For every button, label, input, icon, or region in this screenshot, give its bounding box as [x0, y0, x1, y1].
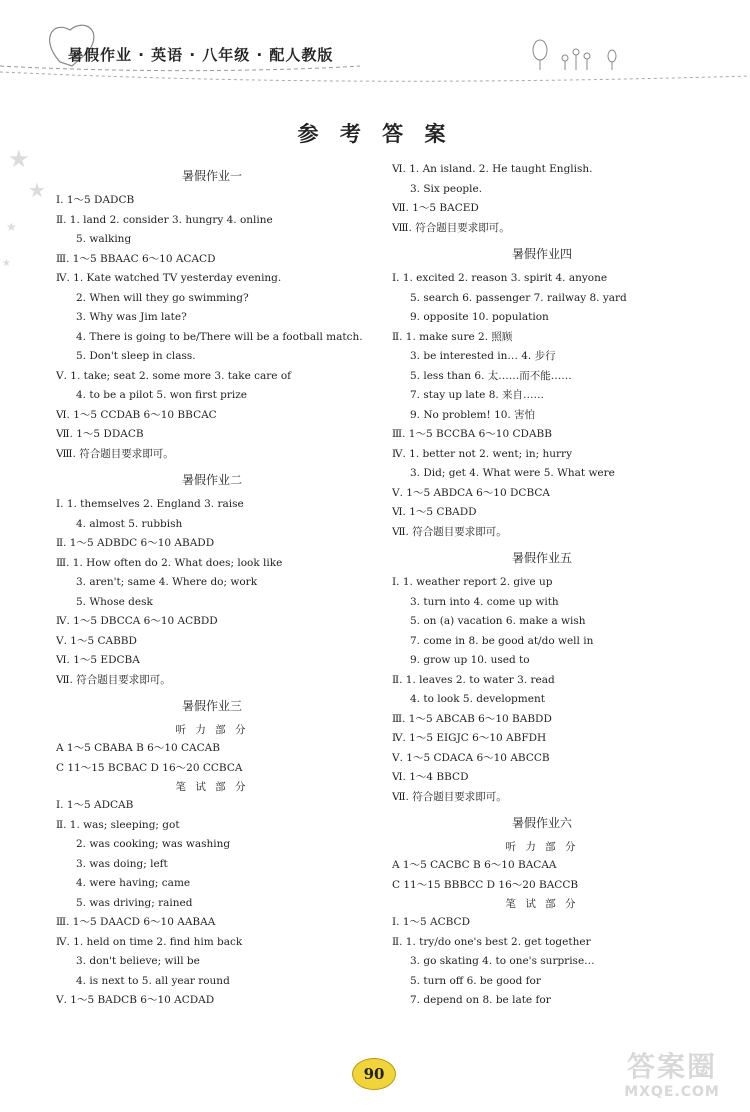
answer-line: Ⅲ. 1～5 BCCBA 6～10 CDABB: [392, 428, 552, 440]
answer-line: 5. was driving; rained: [76, 896, 193, 909]
page-number: 90: [352, 1058, 396, 1090]
answer-line: 5. Don't sleep in class.: [76, 350, 196, 362]
header-title: 暑假作业 · 英语 · 八年级 · 配人教版: [68, 46, 334, 64]
section-title: 暑假作业四: [511, 247, 572, 261]
answer-line: A 1～5 CBABA B 6～10 CACAB: [56, 742, 220, 754]
answer-line: Ⅲ. 1. How often do 2. What does; look like: [56, 556, 283, 569]
answer-line: 5. turn off 6. be good for: [410, 974, 541, 987]
answer-line: Ⅵ. 1～5 EDCBA: [56, 654, 140, 666]
answer-line: Ⅴ. 1. take; seat 2. some more 3. take care of: [56, 369, 292, 382]
answer-line: 4. almost 5. rubbish: [76, 517, 183, 530]
answer-line: 4. There is going to be/There will be a football match.: [76, 330, 363, 343]
answer-line: 3. Why was Jim late?: [76, 311, 187, 323]
answer-line: Ⅶ. 符合题目要求即可。: [392, 525, 507, 538]
section-title: 暑假作业二: [181, 473, 242, 487]
answer-line: 7. come in 8. be good at/do well in: [410, 634, 594, 647]
answer-line: Ⅰ. 1. themselves 2. England 3. raise: [56, 498, 244, 510]
answer-line: 3. don't believe; will be: [76, 955, 200, 967]
star-icon: ★: [28, 178, 46, 202]
answer-line: 3. go skating 4. to one's surprise…: [410, 955, 595, 967]
answer-line: Ⅴ. 1～5 ABDCA 6～10 DCBCA: [392, 486, 550, 499]
answer-line: Ⅴ. 1～5 CABBD: [56, 634, 137, 647]
answer-line: 4. is next to 5. all year round: [76, 974, 230, 987]
answer-line: Ⅲ. 1～5 ABCAB 6～10 BABDD: [392, 712, 552, 725]
answer-line: Ⅰ. 1～5 ADCAB: [56, 799, 134, 811]
answer-line: 7. depend on 8. be late for: [410, 994, 551, 1006]
answer-line: Ⅶ. 符合题目要求即可。: [392, 790, 507, 803]
watermark-url: MXQE.COM: [624, 1084, 720, 1100]
answer-line: Ⅲ. 1～5 DAACD 6～10 AABAA: [56, 916, 216, 928]
answer-line: Ⅶ. 符合题目要求即可。: [56, 673, 171, 686]
page-title: 参 考 答 案: [297, 122, 453, 146]
answer-line: Ⅱ. 1. leaves 2. to water 3. read: [392, 673, 555, 686]
answer-line: 3. turn into 4. come up with: [410, 595, 559, 608]
answer-line: Ⅰ. 1～5 ACBCD: [392, 916, 471, 928]
answer-line: 3. aren't; same 4. Where do; work: [76, 576, 258, 588]
answer-line: 3. be interested in… 4. 步行: [410, 350, 556, 362]
answer-line: Ⅶ. 1～5 BACED: [392, 202, 479, 214]
section-title: 暑假作业六: [511, 816, 572, 830]
answer-line: 5. search 6. passenger 7. railway 8. yard: [410, 291, 627, 304]
answer-line: Ⅱ. 1. was; sleeping; got: [56, 818, 180, 831]
answer-line: 5. less than 6. 太……而不能……: [410, 369, 572, 382]
answer-line: 3. was doing; left: [76, 857, 168, 870]
right-answer-column: [392, 160, 692, 1011]
answer-line: Ⅳ. 1. held on time 2. find him back: [56, 935, 243, 948]
answer-line: Ⅳ. 1～5 EIGJC 6～10 ABFDH: [392, 732, 547, 744]
answer-line: Ⅰ. 1. weather report 2. give up: [392, 576, 553, 588]
answer-line: 4. were having; came: [76, 877, 191, 889]
answer-line: Ⅵ. 1～4 BBCD: [392, 771, 469, 783]
answer-line: Ⅴ. 1～5 CDACA 6～10 ABCCB: [392, 751, 550, 764]
subsection-title: 听 力 部 分: [505, 841, 579, 853]
subsection-title: 听 力 部 分: [175, 724, 249, 736]
answer-line: 4. to be a pilot 5. won first prize: [76, 389, 247, 401]
star-icon: ★: [8, 145, 30, 173]
star-icon: ★: [6, 220, 17, 234]
section-title: 暑假作业三: [181, 699, 242, 713]
answer-line: Ⅰ. 1. excited 2. reason 3. spirit 4. anyone: [392, 272, 608, 284]
watermark-logo: 答案圈: [626, 1050, 717, 1083]
answer-line: 5. on (a) vacation 6. make a wish: [410, 615, 586, 627]
answer-line: Ⅵ. 1～5 CCDAB 6～10 BBCAC: [56, 408, 217, 421]
answer-line: Ⅵ. 1～5 CBADD: [392, 506, 477, 518]
answer-line: Ⅱ. 1～5 ADBDC 6～10 ABADD: [56, 537, 215, 549]
section-title: 暑假作业一: [181, 169, 242, 183]
answer-line: Ⅷ. 符合题目要求即可。: [392, 221, 510, 234]
answer-line: 4. to look 5. development: [410, 693, 545, 705]
answer-line: 5. walking: [76, 233, 132, 245]
section-title: 暑假作业五: [511, 551, 572, 565]
answer-line: 9. opposite 10. population: [410, 311, 549, 323]
answer-line: Ⅷ. 符合题目要求即可。: [56, 447, 174, 460]
page-header: [0, 0, 750, 90]
star-icon: ★: [2, 258, 11, 269]
answer-line: 9. grow up 10. used to: [410, 654, 530, 666]
answer-line: 2. When will they go swimming?: [76, 291, 249, 304]
subsection-title: 笔 试 部 分: [505, 898, 579, 910]
answer-line: Ⅱ. 1. try/do one's best 2. get together: [392, 935, 591, 948]
answer-line: Ⅶ. 1～5 DDACB: [56, 428, 144, 440]
answer-line: C 11～15 BCBAC D 16～20 CCBCA: [56, 761, 243, 774]
answer-line: 9. No problem! 10. 害怕: [410, 408, 536, 421]
answer-line: 3. Six people.: [410, 182, 483, 195]
answer-line: Ⅰ. 1～5 DADCB: [56, 194, 135, 206]
answer-line: 3. Did; get 4. What were 5. What were: [410, 467, 615, 479]
answer-line: Ⅳ. 1. Kate watched TV yesterday evening.: [56, 272, 282, 284]
answer-line: Ⅴ. 1～5 BADCB 6～10 ACDAD: [56, 994, 215, 1006]
answer-line: C 11～15 BBBCC D 16～20 BACCB: [392, 878, 579, 891]
answer-line: Ⅱ. 1. land 2. consider 3. hungry 4. online: [56, 213, 273, 226]
answer-line: Ⅱ. 1. make sure 2. 照顾: [392, 330, 513, 343]
watermark: [602, 1050, 742, 1106]
answer-line: Ⅵ. 1. An island. 2. He taught English.: [392, 163, 593, 175]
answer-line: A 1～5 CACBC B 6～10 BACAA: [392, 859, 557, 871]
answer-line: Ⅳ. 1～5 DBCCA 6～10 ACBDD: [56, 615, 218, 627]
answer-line: 7. stay up late 8. 来自……: [410, 389, 545, 401]
answer-line: Ⅲ. 1～5 BBAAC 6～10 ACACD: [56, 252, 216, 265]
answer-line: 5. Whose desk: [76, 595, 153, 608]
answer-line: Ⅳ. 1. better not 2. went; in; hurry: [392, 447, 573, 460]
left-answer-column: [56, 160, 368, 1011]
subsection-title: 笔 试 部 分: [175, 781, 249, 793]
answer-line: 2. was cooking; was washing: [76, 838, 231, 850]
